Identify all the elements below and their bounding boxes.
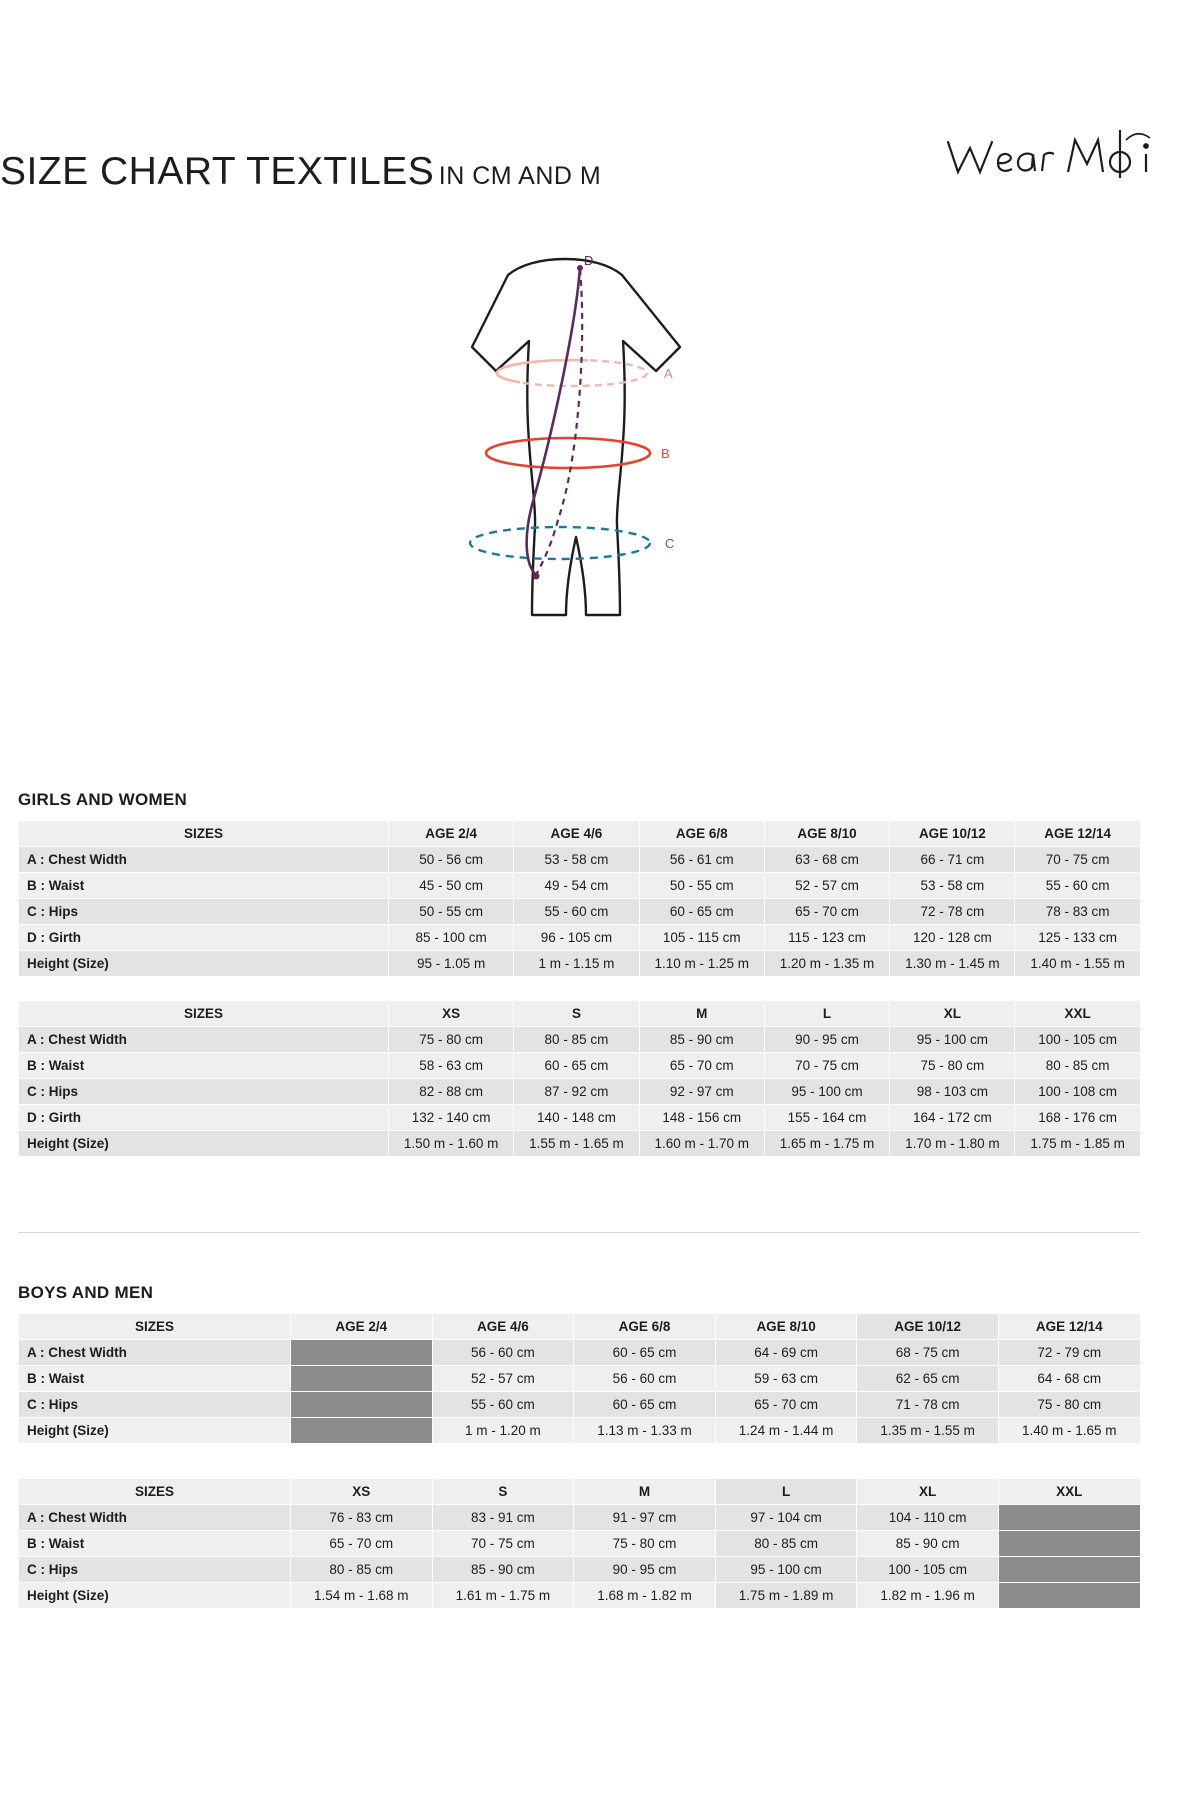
cell: 140 - 148 cm	[514, 1105, 639, 1131]
table-header-row	[19, 1001, 1141, 1027]
cell: 83 - 91 cm	[432, 1505, 574, 1531]
cell: 65 - 70 cm	[764, 899, 889, 925]
cell-empty	[998, 1583, 1140, 1609]
row-label: C : Hips	[19, 1079, 389, 1105]
cell: 100 - 105 cm	[1015, 1027, 1140, 1053]
cell: 65 - 70 cm	[715, 1392, 857, 1418]
column-header: SIZES	[19, 821, 389, 847]
table-row	[19, 1105, 1141, 1131]
cell: 132 - 140 cm	[389, 1105, 514, 1131]
table-row	[19, 1053, 1141, 1079]
girth-bottom-point	[533, 573, 540, 580]
cell: 50 - 55 cm	[639, 873, 764, 899]
table-row	[19, 1079, 1141, 1105]
column-header: L	[715, 1479, 857, 1505]
cell-empty	[998, 1557, 1140, 1583]
cell: 56 - 60 cm	[574, 1366, 716, 1392]
row-label: D : Girth	[19, 1105, 389, 1131]
column-header: M	[639, 1001, 764, 1027]
column-header: SIZES	[19, 1479, 291, 1505]
cell: 1.10 m - 1.25 m	[639, 951, 764, 977]
cell: 1 m - 1.15 m	[514, 951, 639, 977]
girls-size-table	[18, 1000, 1141, 1157]
row-label: A : Chest Width	[19, 1340, 291, 1366]
cell: 60 - 65 cm	[574, 1392, 716, 1418]
cell: 90 - 95 cm	[764, 1027, 889, 1053]
cell: 52 - 57 cm	[764, 873, 889, 899]
page-title	[0, 150, 601, 194]
hips-measure-line	[470, 527, 650, 559]
column-header: AGE 12/14	[1015, 821, 1140, 847]
cell: 59 - 63 cm	[715, 1366, 857, 1392]
waist-label: B	[661, 446, 670, 461]
row-label: Height (Size)	[19, 1583, 291, 1609]
cell: 72 - 78 cm	[890, 899, 1015, 925]
cell: 1.75 m - 1.85 m	[1015, 1131, 1140, 1157]
table-row	[19, 873, 1141, 899]
column-header: S	[514, 1001, 639, 1027]
cell: 50 - 55 cm	[389, 899, 514, 925]
cell: 53 - 58 cm	[890, 873, 1015, 899]
cell: 78 - 83 cm	[1015, 899, 1140, 925]
table-row	[19, 1531, 1141, 1557]
cell: 87 - 92 cm	[514, 1079, 639, 1105]
page-title-main: SIZE CHART TEXTILES	[0, 150, 435, 193]
column-header: AGE 4/6	[514, 821, 639, 847]
cell: 1 m - 1.20 m	[432, 1418, 574, 1444]
cell: 1.61 m - 1.75 m	[432, 1583, 574, 1609]
cell: 70 - 75 cm	[1015, 847, 1140, 873]
waist-measure-line	[486, 438, 650, 468]
table-row	[19, 1366, 1141, 1392]
column-header: XS	[389, 1001, 514, 1027]
cell: 85 - 90 cm	[639, 1027, 764, 1053]
column-header: XL	[890, 1001, 1015, 1027]
table-header-row	[19, 821, 1141, 847]
column-header: S	[432, 1479, 574, 1505]
row-label: A : Chest Width	[19, 847, 389, 873]
table-row	[19, 1583, 1141, 1609]
cell: 49 - 54 cm	[514, 873, 639, 899]
row-label: A : Chest Width	[19, 1027, 389, 1053]
cell: 75 - 80 cm	[574, 1531, 716, 1557]
column-header: AGE 2/4	[291, 1314, 433, 1340]
cell-empty	[998, 1505, 1140, 1531]
cell: 92 - 97 cm	[639, 1079, 764, 1105]
column-header: L	[764, 1001, 889, 1027]
cell: 75 - 80 cm	[998, 1392, 1140, 1418]
cell: 53 - 58 cm	[514, 847, 639, 873]
cell: 1.24 m - 1.44 m	[715, 1418, 857, 1444]
cell: 80 - 85 cm	[1015, 1053, 1140, 1079]
column-header: XL	[857, 1479, 999, 1505]
cell: 62 - 65 cm	[857, 1366, 999, 1392]
table-row	[19, 1027, 1141, 1053]
column-header: AGE 6/8	[574, 1314, 716, 1340]
cell: 1.40 m - 1.55 m	[1015, 951, 1140, 977]
cell: 100 - 105 cm	[857, 1557, 999, 1583]
cell: 60 - 65 cm	[639, 899, 764, 925]
row-label: D : Girth	[19, 925, 389, 951]
cell: 65 - 70 cm	[291, 1531, 433, 1557]
column-header: M	[574, 1479, 716, 1505]
cell: 1.60 m - 1.70 m	[639, 1131, 764, 1157]
cell: 45 - 50 cm	[389, 873, 514, 899]
girth-top-point	[577, 265, 583, 271]
cell: 75 - 80 cm	[890, 1053, 1015, 1079]
cell: 52 - 57 cm	[432, 1366, 574, 1392]
cell: 80 - 85 cm	[715, 1531, 857, 1557]
cell: 64 - 69 cm	[715, 1340, 857, 1366]
cell: 80 - 85 cm	[514, 1027, 639, 1053]
row-label: B : Waist	[19, 873, 389, 899]
cell: 100 - 108 cm	[1015, 1079, 1140, 1105]
cell: 70 - 75 cm	[432, 1531, 574, 1557]
logo-mark	[940, 120, 1200, 200]
cell: 71 - 78 cm	[857, 1392, 999, 1418]
cell: 95 - 100 cm	[890, 1027, 1015, 1053]
cell: 1.54 m - 1.68 m	[291, 1583, 433, 1609]
column-header: AGE 10/12	[857, 1314, 999, 1340]
cell: 1.70 m - 1.80 m	[890, 1131, 1015, 1157]
cell: 95 - 1.05 m	[389, 951, 514, 977]
cell: 1.30 m - 1.45 m	[890, 951, 1015, 977]
row-label: A : Chest Width	[19, 1505, 291, 1531]
cell: 82 - 88 cm	[389, 1079, 514, 1105]
cell: 97 - 104 cm	[715, 1505, 857, 1531]
cell: 120 - 128 cm	[890, 925, 1015, 951]
cell: 90 - 95 cm	[574, 1557, 716, 1583]
column-header: AGE 2/4	[389, 821, 514, 847]
cell: 168 - 176 cm	[1015, 1105, 1140, 1131]
column-header: AGE 10/12	[890, 821, 1015, 847]
column-header: AGE 12/14	[998, 1314, 1140, 1340]
row-label: C : Hips	[19, 1557, 291, 1583]
cell: 91 - 97 cm	[574, 1505, 716, 1531]
section-title-boys-and-men: BOYS AND MEN	[18, 1283, 154, 1302]
column-header: AGE 4/6	[432, 1314, 574, 1340]
page-title-sub: IN CM AND M	[438, 162, 602, 190]
row-label: Height (Size)	[19, 1418, 291, 1444]
column-header: SIZES	[19, 1314, 291, 1340]
brand-logo	[940, 120, 1200, 200]
cell: 1.13 m - 1.33 m	[574, 1418, 716, 1444]
cell: 56 - 61 cm	[639, 847, 764, 873]
column-header: SIZES	[19, 1001, 389, 1027]
cell: 95 - 100 cm	[764, 1079, 889, 1105]
cell: 55 - 60 cm	[1015, 873, 1140, 899]
cell: 1.82 m - 1.96 m	[857, 1583, 999, 1609]
cell: 164 - 172 cm	[890, 1105, 1015, 1131]
row-label: Height (Size)	[19, 1131, 389, 1157]
table-header-row	[19, 1314, 1141, 1340]
chest-label: A	[664, 366, 673, 381]
cell: 98 - 103 cm	[890, 1079, 1015, 1105]
row-label: B : Waist	[19, 1053, 389, 1079]
cell-empty	[998, 1531, 1140, 1557]
column-header: AGE 6/8	[639, 821, 764, 847]
column-header: AGE 8/10	[715, 1314, 857, 1340]
cell-empty	[291, 1366, 433, 1392]
table-row	[19, 1340, 1141, 1366]
row-label: B : Waist	[19, 1366, 291, 1392]
cell: 72 - 79 cm	[998, 1340, 1140, 1366]
cell: 1.50 m - 1.60 m	[389, 1131, 514, 1157]
cell: 55 - 60 cm	[432, 1392, 574, 1418]
table-header-row	[19, 1479, 1141, 1505]
table-row	[19, 1418, 1141, 1444]
table-row	[19, 847, 1141, 873]
boys-size-table	[18, 1478, 1141, 1609]
cell: 63 - 68 cm	[764, 847, 889, 873]
cell-empty	[291, 1340, 433, 1366]
cell: 58 - 63 cm	[389, 1053, 514, 1079]
cell: 1.75 m - 1.89 m	[715, 1583, 857, 1609]
section-divider	[18, 1232, 1140, 1233]
cell: 125 - 133 cm	[1015, 925, 1140, 951]
cell: 148 - 156 cm	[639, 1105, 764, 1131]
column-header: XXL	[998, 1479, 1140, 1505]
cell: 104 - 110 cm	[857, 1505, 999, 1531]
table-row	[19, 1392, 1141, 1418]
cell: 1.65 m - 1.75 m	[764, 1131, 889, 1157]
cell-empty	[291, 1418, 433, 1444]
cell: 85 - 100 cm	[389, 925, 514, 951]
cell: 1.55 m - 1.65 m	[514, 1131, 639, 1157]
table-row	[19, 899, 1141, 925]
table-row	[19, 1131, 1141, 1157]
section-title-girls-and-women: GIRLS AND WOMEN	[18, 790, 188, 809]
cell: 64 - 68 cm	[998, 1366, 1140, 1392]
column-header: AGE 8/10	[764, 821, 889, 847]
cell: 60 - 65 cm	[514, 1053, 639, 1079]
cell: 1.68 m - 1.82 m	[574, 1583, 716, 1609]
table-row	[19, 951, 1141, 977]
column-header: XS	[291, 1479, 433, 1505]
cell: 70 - 75 cm	[764, 1053, 889, 1079]
cell: 1.35 m - 1.55 m	[857, 1418, 999, 1444]
cell: 85 - 90 cm	[857, 1531, 999, 1557]
body-measurement-diagram	[380, 255, 750, 655]
cell: 1.20 m - 1.35 m	[764, 951, 889, 977]
cell: 155 - 164 cm	[764, 1105, 889, 1131]
cell-empty	[291, 1392, 433, 1418]
cell: 96 - 105 cm	[514, 925, 639, 951]
table-row	[19, 1557, 1141, 1583]
row-label: B : Waist	[19, 1531, 291, 1557]
row-label: C : Hips	[19, 899, 389, 925]
cell: 95 - 100 cm	[715, 1557, 857, 1583]
hips-label: C	[665, 536, 675, 551]
girls-age-table	[18, 820, 1141, 977]
cell: 115 - 123 cm	[764, 925, 889, 951]
cell: 105 - 115 cm	[639, 925, 764, 951]
row-label: Height (Size)	[19, 951, 389, 977]
girth-label: D	[584, 255, 594, 268]
cell: 80 - 85 cm	[291, 1557, 433, 1583]
table-row	[19, 925, 1141, 951]
cell: 55 - 60 cm	[514, 899, 639, 925]
page-header	[0, 150, 1200, 220]
cell: 68 - 75 cm	[857, 1340, 999, 1366]
column-header: XXL	[1015, 1001, 1140, 1027]
boys-age-table	[18, 1313, 1141, 1444]
cell: 50 - 56 cm	[389, 847, 514, 873]
cell: 66 - 71 cm	[890, 847, 1015, 873]
cell: 60 - 65 cm	[574, 1340, 716, 1366]
cell: 56 - 60 cm	[432, 1340, 574, 1366]
row-label: C : Hips	[19, 1392, 291, 1418]
cell: 75 - 80 cm	[389, 1027, 514, 1053]
table-row	[19, 1505, 1141, 1531]
cell: 85 - 90 cm	[432, 1557, 574, 1583]
cell: 76 - 83 cm	[291, 1505, 433, 1531]
cell: 1.40 m - 1.65 m	[998, 1418, 1140, 1444]
cell: 65 - 70 cm	[639, 1053, 764, 1079]
